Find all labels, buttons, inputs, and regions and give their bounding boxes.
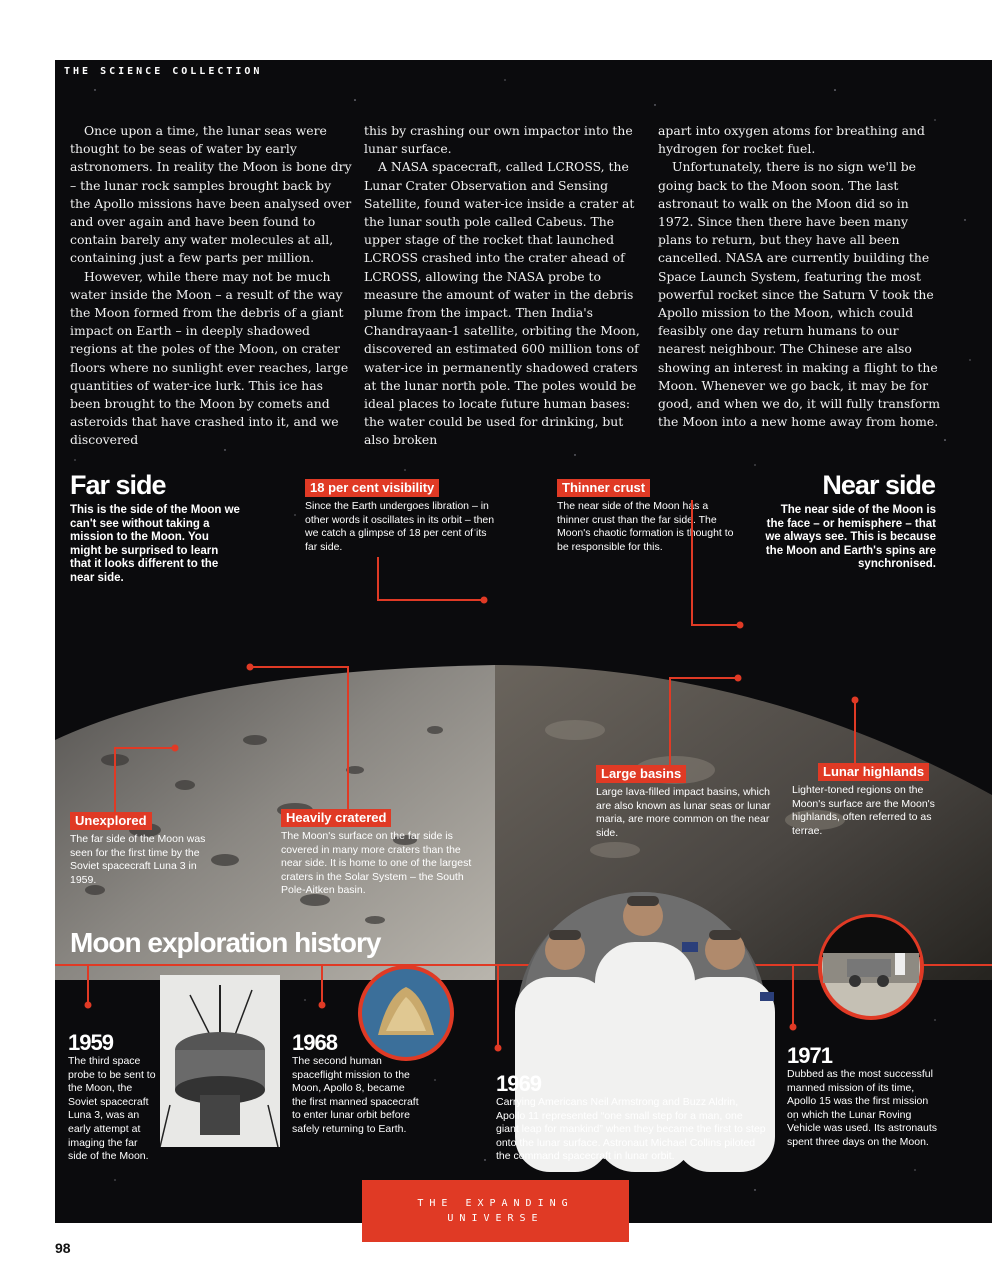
year-1959: 1959 <box>68 1030 113 1055</box>
paragraph: this by crashing our own impactor into the lunar surface. <box>364 123 633 157</box>
basins-caption: Large lava-filled impact basins, which are also known as lunar seas or lunar maria, are more common on the near side. <box>596 786 771 839</box>
unexplored-caption: The far side of the Moon was seen for the first time by the Soviet spacecraft Luna 3 in 1959. <box>70 833 206 886</box>
highlands-tag: Lunar highlands <box>818 763 929 781</box>
section-header: THE SCIENCE COLLECTION <box>64 66 263 77</box>
unexplored-tag: Unexplored <box>70 812 152 830</box>
crust-tag: Thinner crust <box>557 479 650 497</box>
article-column-1 <box>70 122 352 450</box>
cratered-caption: The Moon's surface on the far side is covered in many more craters than the near side. It is home to one of the largest craters in the Solar System – the South Pole-Aitken basin. <box>281 830 472 897</box>
crust-caption: The near side of the Moon has a thinner crust than the far side. The Moon's chaotic formation is thought to be responsible for this. <box>557 500 734 553</box>
page-number: 98 <box>55 1240 71 1256</box>
history-title: Moon exploration history <box>70 927 381 958</box>
visibility-tag: 18 per cent visibility <box>305 479 439 497</box>
article-column-3 <box>658 122 940 431</box>
visibility-caption: Since the Earth undergoes libration – in other words it oscillates in its orbit – then we catch a glimpse of 18 per cent of its far side. <box>305 500 495 553</box>
far-side-text: This is the side of the Moon we can't see without taking a mission to the Moon. You might be surprised to learn that it looks different to the near side. <box>70 504 240 584</box>
article-column-2 <box>364 122 646 450</box>
near-side-title: Near side <box>822 470 935 500</box>
cratered-tag: Heavily cratered <box>281 809 391 827</box>
year-1969-text: Carrying Americans Neil Armstrong and Buzz Aldrin, Apollo 11 represented “one small step for a man, one giant leap for mankind” when they became the first to step onto the lunar surface. Astronaut Michael Collins piloted the command spacecraft in lunar orbit. <box>496 1096 766 1163</box>
highlands-caption: Lighter-toned regions on the Moon's surface are the Moon's highlands, often referred to as terrae. <box>792 784 935 837</box>
paragraph: Unfortunately, there is no sign we'll be going back to the Moon soon. The last astronaut to walk on the Moon did so in 1972. Since then there have been many plans to return, but they have all been cancelled. NASA are currently building the Space Launch System, featuring the most powerful rocket since the Saturn V took the Apollo mission to the Moon, which could feasibly one day return humans to our nearest neighbour. The Chinese are also showing an interest in making a flight to the Moon. Whenever we go back, it may be for good, and when we do, it will fully transform the Moon into a new home away from home. <box>658 159 940 430</box>
near-side-text: The near side of the Moon is the face – or hemisphere – that we always see. This is because the Moon and Earth's spins are synchronised. <box>765 504 936 571</box>
paragraph: However, while there may not be much water inside the Moon – a result of the way the Moon formed from the debris of a giant impact on Earth – in deeply shadowed regions at the poles of the Moon, on crater floors where no sunlight ever reaches, large quantities of water-ice lurk. This ice has been brought to the Moon by comets and asteroids that have crashed into it, and we discovered <box>70 268 349 448</box>
apollo15-photo <box>817 913 925 1021</box>
section-tab-line-2: UNIVERSE <box>447 1213 544 1224</box>
year-1959-text: The third space probe to be sent to the Moon, the Soviet spacecraft Luna 3, was an early attempt at imaging the far side of the Moon. <box>68 1055 156 1163</box>
year-1969: 1969 <box>496 1071 541 1096</box>
basins-tag: Large basins <box>596 765 686 783</box>
year-1968-text: The second human spaceflight mission to the Moon, Apollo 8, became the first manned spacecraft to enter lunar orbit before safely returning to Earth. <box>292 1055 419 1135</box>
luna3-photo <box>160 975 280 1147</box>
year-1968: 1968 <box>292 1030 337 1055</box>
apollo8-photo <box>358 965 454 1061</box>
section-tab <box>362 1180 629 1242</box>
paragraph: Once upon a time, the lunar seas were thought to be seas of water by early astronomers. In reality the Moon is bone dry – the lunar rock samples brought back by the Apollo missions have been analysed over and over again and have been found to contain barely any water molecules at all, containing just a few parts per million. <box>70 123 352 266</box>
section-tab-line-1: THE EXPANDING <box>417 1198 574 1209</box>
year-1971-text: Dubbed as the most successful manned mission of its time, Apollo 15 was the first mission on which the Lunar Roving Vehicle was used. Its astronauts spent three days on the Moon. <box>787 1068 937 1148</box>
paragraph: apart into oxygen atoms for breathing and hydrogen for rocket fuel. <box>658 123 925 157</box>
far-side-title: Far side <box>70 470 166 500</box>
year-1971: 1971 <box>787 1043 832 1068</box>
paragraph: A NASA spacecraft, called LCROSS, the Lunar Crater Observation and Sensing Satellite, found water-ice inside a crater at the lunar south pole called Cabeus. The upper stage of the rocket that launched LCROSS crashed into the crater ahead of LCROSS, allowing the NASA probe to measure the amount of water in the debris plume from the impact. Then India's Chandrayaan-1 satellite, orbiting the Moon, discovered an estimated 600 million tons of water-ice in permanently shadowed craters at the lunar north pole. The poles would be ideal places to locate future human bases: the water could be used for drinking, but also broken <box>364 159 640 448</box>
